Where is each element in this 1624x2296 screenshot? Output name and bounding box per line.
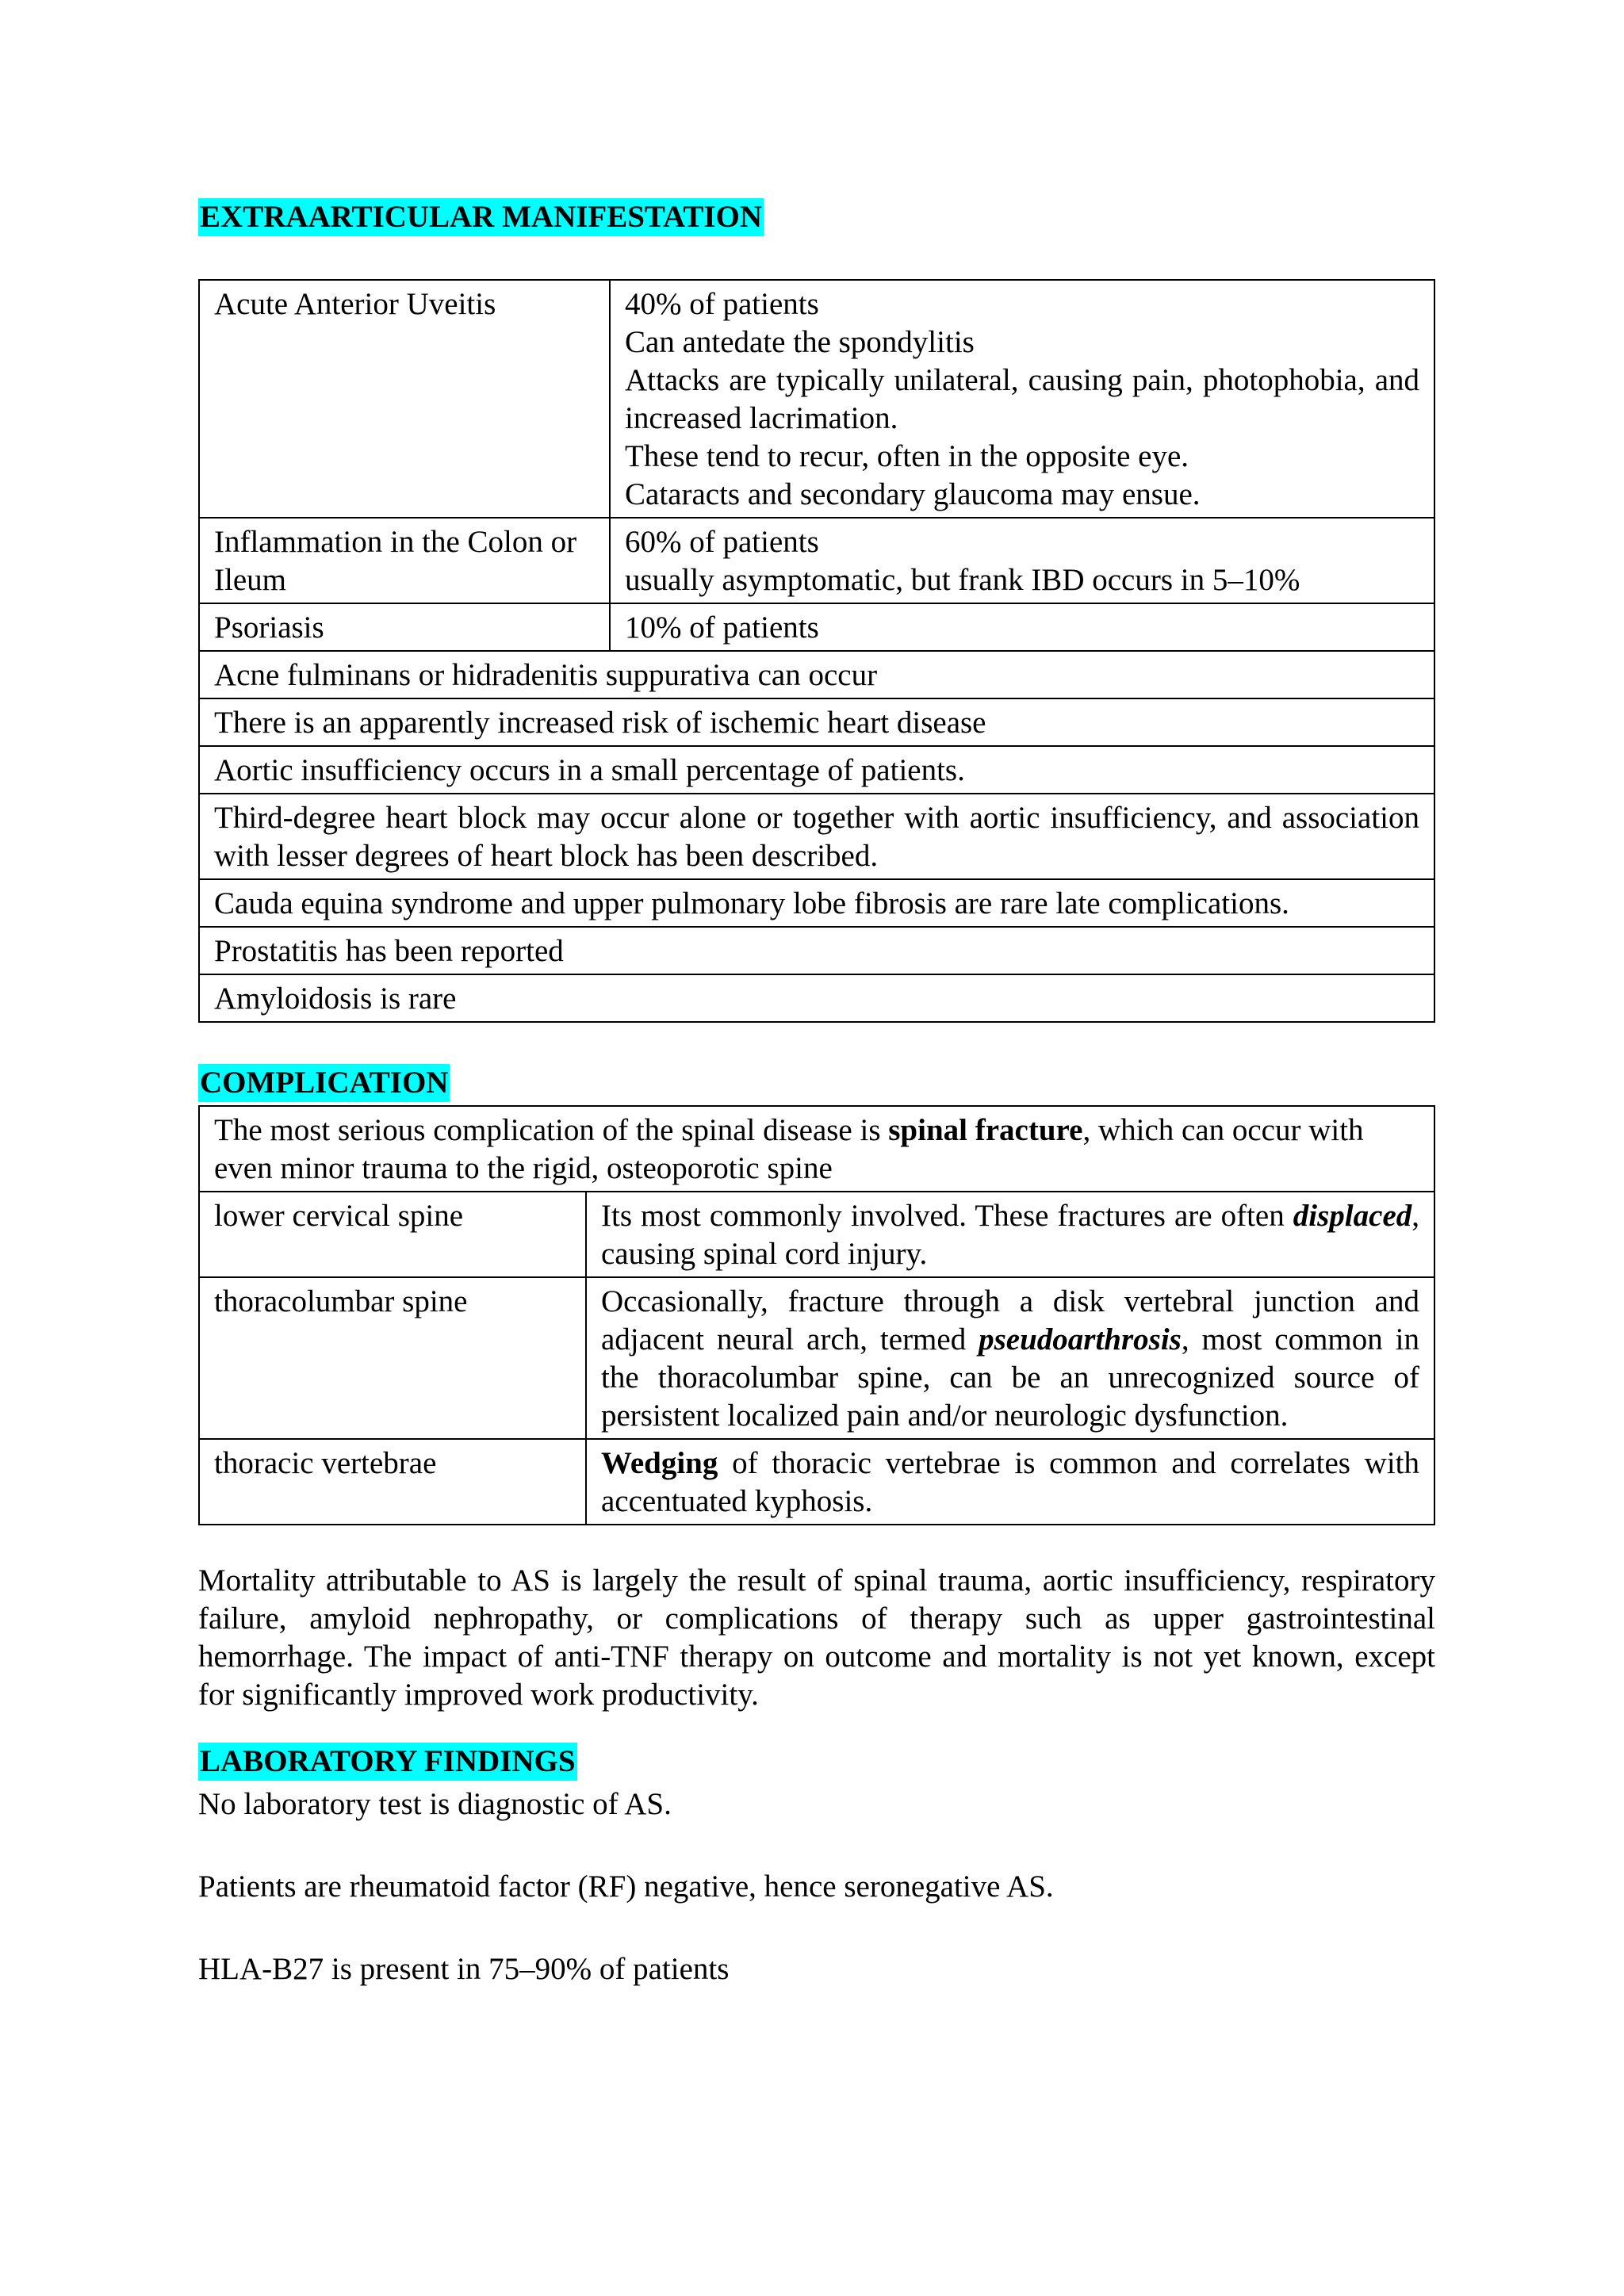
row-label: thoracic vertebrae xyxy=(199,1439,586,1525)
table-row xyxy=(199,651,1434,698)
laboratory-paragraph: Patients are rheumatoid factor (RF) negative, hence seronegative AS. xyxy=(198,1869,1054,1904)
section-heading-extraarticular: EXTRAARTICULAR MANIFESTATION xyxy=(198,198,764,236)
intro-text: The most serious complication of the spinal disease is xyxy=(214,1113,889,1147)
full-row-text: Amyloidosis is rare xyxy=(199,974,1434,1022)
detail-line: 60% of patients xyxy=(625,525,819,559)
row-label: Inflammation in the Colon or Ileum xyxy=(199,518,610,603)
table-row xyxy=(199,280,1434,518)
table-row xyxy=(199,1439,1434,1525)
table-row xyxy=(199,603,1434,651)
detail-text: , most common in the thoracolumbar spine, can be an unrecognized source of persistent localized pain and/or neurologic dysfunction. xyxy=(601,1322,1419,1433)
full-row-text: Third-degree heart block may occur alone or together with aortic insufficiency, and association with lesser degrees of heart block has been described. xyxy=(199,794,1434,879)
detail-text: Occasionally, fracture through a disk vertebral junction and adjacent neural arch, termed xyxy=(601,1284,1419,1357)
table-row xyxy=(199,927,1434,974)
laboratory-paragraph: No laboratory test is diagnostic of AS. xyxy=(198,1787,672,1821)
section-heading-complication: COMPLICATION xyxy=(198,1064,450,1102)
detail-text: of thoracic vertebrae is common and correlates with accentuated kyphosis. xyxy=(601,1446,1419,1518)
row-details xyxy=(610,603,1434,651)
table-row xyxy=(199,698,1434,746)
complication-intro xyxy=(199,1106,1434,1192)
detail-text: Its most commonly involved. These fractures are often xyxy=(601,1199,1293,1233)
detail-line: Attacks are typically unilateral, causing pain, photophobia, and increased lacrimation. xyxy=(625,363,1419,435)
section-heading-laboratory: LABORATORY FINDINGS xyxy=(198,1743,577,1781)
intro-bold-text: spinal fracture xyxy=(888,1113,1083,1147)
detail-emphasis: displaced xyxy=(1293,1199,1412,1233)
row-details xyxy=(610,280,1434,518)
table-row xyxy=(199,1277,1434,1439)
table-row xyxy=(199,974,1434,1022)
row-label: Psoriasis xyxy=(199,603,610,651)
detail-line: These tend to recur, often in the opposite eye. xyxy=(625,439,1189,473)
detail-text: , causing spinal cord injury. xyxy=(601,1199,1419,1271)
detail-line: 40% of patients xyxy=(625,287,819,321)
row-label: lower cervical spine xyxy=(199,1192,586,1277)
full-row-text: Prostatitis has been reported xyxy=(199,927,1434,974)
detail-line: 10% of patients xyxy=(625,610,819,645)
row-details xyxy=(586,1277,1434,1439)
table-row xyxy=(199,879,1434,927)
table-row xyxy=(199,518,1434,603)
mortality-paragraph: Mortality attributable to AS is largely the result of spinal trauma, aortic insufficiency, respiratory failure, amyloid nephropathy, or complications of therapy such as upper gastrointestinal hemorrhage. The impact of anti-TNF therapy on outcome and mortality is not yet known, except for significantly improved work productivity. xyxy=(198,1563,1435,1712)
full-row-text: Cauda equina syndrome and upper pulmonary lobe fibrosis are rare late complications. xyxy=(199,879,1434,927)
table-row xyxy=(199,1106,1434,1192)
full-row-text: There is an apparently increased risk of ischemic heart disease xyxy=(199,698,1434,746)
complication-table xyxy=(198,1105,1435,1525)
full-row-text: Aortic insufficiency occurs in a small percentage of patients. xyxy=(199,746,1434,794)
full-row-text: Acne fulminans or hidradenitis suppurativa can occur xyxy=(199,651,1434,698)
row-label: Acute Anterior Uveitis xyxy=(199,280,610,518)
row-details xyxy=(586,1192,1434,1277)
detail-line: usually asymptomatic, but frank IBD occurs in 5–10% xyxy=(625,563,1300,597)
table-row xyxy=(199,794,1434,879)
row-label: thoracolumbar spine xyxy=(199,1277,586,1439)
table-row xyxy=(199,746,1434,794)
laboratory-paragraph: HLA-B27 is present in 75–90% of patients xyxy=(198,1952,730,1986)
row-details xyxy=(610,518,1434,603)
intro-text: , which can occur with even minor trauma to the rigid, osteoporotic spine xyxy=(214,1113,1364,1185)
row-details xyxy=(586,1439,1434,1525)
extraarticular-table xyxy=(198,279,1435,1023)
detail-emphasis: pseudoarthrosis xyxy=(979,1322,1182,1357)
detail-line: Cataracts and secondary glaucoma may ensue. xyxy=(625,477,1201,511)
detail-bold-text: Wedging xyxy=(601,1446,718,1480)
table-row xyxy=(199,1192,1434,1277)
detail-line: Can antedate the spondylitis xyxy=(625,325,975,359)
